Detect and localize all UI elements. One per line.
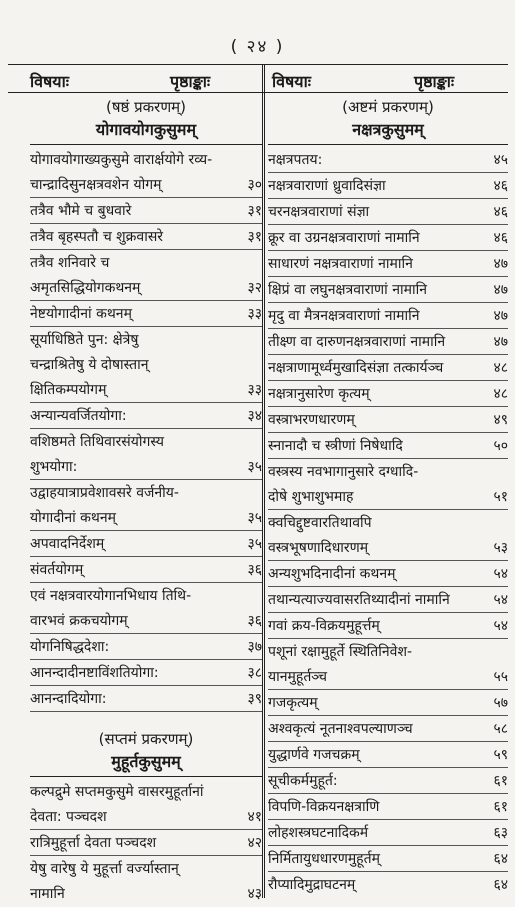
entry-title: तीक्ष्ण वा दारुणनक्षत्रवाराणां नामानि	[268, 334, 446, 350]
toc-entry	[268, 794, 508, 820]
entry-page: ४७	[493, 334, 508, 350]
left-entries-2	[30, 779, 262, 906]
section-title: मुहूर्तकुसुमम्	[30, 750, 262, 777]
entry-title: अपवादनिर्देशम्	[30, 536, 105, 552]
toc-entry	[30, 531, 262, 557]
toc-entry	[268, 407, 508, 433]
toc-entry	[30, 172, 262, 198]
entry-page: ५८	[493, 721, 508, 737]
entry-title: नक्षत्रानुसारेण कृत्यम्	[268, 386, 370, 402]
toc-entry	[30, 352, 262, 377]
entry-page: ३६	[247, 562, 262, 578]
entry-title: अन्यशुभदिनादीनां कथनम्	[268, 566, 396, 582]
entry-title: विपणि-विक्रयनक्षत्राणि	[268, 799, 380, 815]
entry-page: ४३	[247, 886, 262, 902]
left-entries-1	[30, 147, 262, 712]
entry-page: ५४	[493, 618, 508, 634]
entry-title: सूर्याधिष्ठिते पुन: क्षेत्रेषु	[30, 332, 139, 348]
entry-page: ५९	[493, 747, 508, 763]
entry-page: ३५	[247, 459, 262, 475]
entry-page: ४७	[493, 308, 508, 324]
entry-title: संवर्तयोगम्	[30, 562, 84, 578]
entry-page: ४७	[493, 282, 508, 298]
entry-title: आनन्दादियोगा:	[30, 691, 107, 707]
toc-entry	[30, 377, 262, 403]
entry-page: ४६	[493, 204, 508, 220]
toc-entry	[30, 480, 262, 505]
left-column	[30, 92, 262, 906]
toc-entry	[30, 583, 262, 608]
entry-title: चरनक्षत्रवाराणां संज्ञा	[268, 204, 370, 220]
entry-page: ३३	[247, 382, 262, 398]
toc-entry	[30, 250, 262, 275]
entry-title: येषु वारेषु ये मुहूर्त्ता वर्ज्यास्तान्	[30, 861, 179, 877]
toc-entry	[268, 742, 508, 768]
header-top-rule	[8, 64, 508, 65]
toc-entry	[30, 686, 262, 712]
entry-page: ३५	[247, 510, 262, 526]
entry-title: कल्पद्रुमे सप्तमकुसुमे वासरमुहूर्तानां	[30, 784, 204, 800]
section-label: (सप्तमं प्रकरणम्)	[98, 730, 194, 748]
entry-page: ५१	[493, 489, 508, 505]
entry-page: ३३	[247, 306, 262, 322]
left-page-header: पृष्ठाङ्काः	[170, 72, 211, 91]
entry-page: ४५	[493, 152, 508, 168]
left-subject-header: विषयाः	[30, 72, 69, 91]
toc-entry	[268, 147, 508, 173]
toc-entry	[268, 329, 508, 355]
entry-title: रौप्यादिमुद्राघटनम्	[268, 877, 356, 893]
toc-entry	[268, 199, 508, 225]
toc-entry	[268, 846, 508, 872]
entry-title: वस्त्रस्य नवभागानुसारे दग्धादि-	[268, 464, 419, 480]
entry-title: नक्षत्रपतय:	[268, 152, 323, 168]
toc-entry	[30, 830, 262, 856]
entry-title: योगादीनां कथनम्	[30, 510, 116, 526]
entry-title: नामानि	[30, 886, 65, 902]
right-entries	[268, 147, 508, 897]
toc-entry	[30, 660, 262, 686]
entry-title: अन्यान्यवर्जितयोगा:	[30, 408, 127, 424]
entry-page: ५०	[493, 438, 508, 454]
toc-entry	[30, 856, 262, 881]
entry-title: गवां क्रय-विक्रयमुहूर्त्तम्	[268, 618, 380, 634]
toc-entry	[268, 484, 508, 510]
entry-page: ३८	[247, 665, 262, 681]
toc-entry	[268, 716, 508, 742]
entry-title: क्षितिकम्पयोगम्	[30, 382, 107, 398]
entry-page: ४८	[493, 360, 508, 376]
toc-entry	[30, 327, 262, 352]
entry-page: ५४	[493, 592, 508, 608]
toc-entry	[268, 433, 508, 459]
toc-entry	[268, 768, 508, 794]
toc-entry	[268, 664, 508, 690]
entry-page: ३१	[247, 229, 262, 245]
column-divider	[262, 64, 265, 898]
entry-title: तत्रैव भौमे च बुधवारे	[30, 203, 132, 219]
entry-title: तथान्यत्याज्यवासरतिथ्यादीनां नामानि	[268, 592, 450, 608]
entry-page: ४१	[247, 809, 262, 825]
entry-title: वस्त्राभरणधारणम्	[268, 412, 355, 428]
entry-page: ६१	[493, 799, 508, 815]
entry-page: ४९	[493, 412, 508, 428]
toc-entry	[268, 820, 508, 846]
toc-entry	[30, 881, 262, 906]
entry-title: स्नानादौ च स्त्रीणां निषेधादि	[268, 438, 403, 454]
entry-page: ६४	[493, 851, 508, 867]
toc-entry	[30, 804, 262, 830]
entry-title: अमृतसिद्धियोगकथनम्	[30, 280, 141, 296]
entry-page: ३७	[247, 639, 262, 655]
entry-title: अश्वकृत्यं नूतनाश्वपल्याणञ्च	[268, 721, 413, 737]
entry-title: वस्त्रभूषणादिधारणम्	[268, 540, 369, 556]
entry-title: यानमुहूर्तञ्च	[268, 669, 328, 685]
entry-title: उद्वाहयात्राप्रवेशावसरे वर्जनीय-	[30, 485, 179, 501]
entry-title: क्रूर वा उग्रनक्षत्रवाराणां नामानि	[268, 230, 420, 246]
entry-page: ३९	[247, 691, 262, 707]
entry-title: दोषे शुभाशुभमाह	[268, 489, 354, 505]
toc-entry	[268, 225, 508, 251]
entry-title: योगनिषिद्धदेशा:	[30, 639, 110, 655]
entry-title: आनन्दादीनष्टाविंशतियोगा:	[30, 665, 159, 681]
entry-title: सूचीकर्ममुहूर्त:	[268, 773, 338, 789]
entry-title: तत्रैव शनिवारे च	[30, 255, 110, 271]
toc-entry	[268, 639, 508, 664]
right-subject-header: विषयाः	[272, 72, 311, 91]
right-column	[268, 92, 508, 897]
entry-title: देवता: पञ्चदश	[30, 809, 107, 825]
entry-title: पशूनां रक्षामुहूर्ते स्थितिनिवेश-	[268, 644, 413, 660]
entry-page: ४७	[493, 256, 508, 272]
entry-title: तत्रैव बृहस्पतौ च शुक्रवासरे	[30, 229, 164, 245]
toc-entry	[30, 147, 262, 172]
toc-entry	[268, 613, 508, 639]
toc-entry	[268, 872, 508, 897]
entry-page: ५३	[493, 540, 508, 556]
entry-title: वारभवं क्रकचयोगम्	[30, 613, 128, 629]
entry-page: ६४	[493, 877, 508, 893]
entry-page: ४८	[493, 386, 508, 402]
section-label: (अष्टमं प्रकरणम्)	[342, 98, 434, 116]
entry-page: ३५	[247, 536, 262, 552]
toc-entry	[268, 355, 508, 381]
section-title: नक्षत्रकुसुमम्	[268, 118, 508, 145]
entry-page: ५५	[493, 669, 508, 685]
right-page-header: पृष्ठाङ्काः	[414, 72, 455, 91]
entry-title: नेष्टयोगादीनां कथनम्	[30, 306, 132, 322]
entry-page: ४६	[493, 230, 508, 246]
entry-title: योगावयोगाख्यकुसुमे वारार्क्षयोगे रव्य-	[30, 152, 213, 168]
entry-title: क्षिप्रं वा लघुनक्षत्रवाराणां नामानि	[268, 282, 427, 298]
toc-entry	[268, 303, 508, 329]
entry-page: ३०	[247, 177, 262, 193]
entry-title: चान्द्रादिसुनक्षत्रवशेन योगम्	[30, 177, 162, 193]
toc-entry	[30, 224, 262, 250]
toc-entry	[268, 277, 508, 303]
entry-page: ५४	[493, 566, 508, 582]
section-label: (षष्ठं प्रकरणम्)	[106, 98, 186, 116]
toc-entry	[30, 301, 262, 327]
toc-entry	[268, 251, 508, 277]
entry-page: ५७	[493, 695, 508, 711]
entry-title: एवं नक्षत्रवारयोगानभिधाय तिथि-	[30, 588, 192, 604]
entry-title: मृदु वा मैत्रनक्षत्रवाराणां नामानि	[268, 308, 420, 324]
toc-entry	[268, 561, 508, 587]
entry-page: ३६	[247, 613, 262, 629]
toc-entry	[268, 510, 508, 535]
entry-page: ४६	[493, 178, 508, 194]
toc-entry	[30, 403, 262, 429]
entry-page: ३१	[247, 203, 262, 219]
toc-entry	[268, 459, 508, 484]
toc-entry	[30, 505, 262, 531]
entry-title: लोहशस्त्रघटनादिकर्म	[268, 825, 369, 841]
entry-page: ३२	[247, 280, 262, 296]
entry-title: युद्धार्णवे गजचक्रम्	[268, 747, 360, 763]
toc-entry	[268, 173, 508, 199]
entry-title: निर्मितायुधधारणमुहूर्तम्	[268, 851, 380, 867]
toc-entry	[30, 454, 262, 480]
entry-page: ४२	[247, 835, 262, 851]
section-title: योगावयोगकुसुमम्	[30, 118, 262, 145]
toc-entry	[30, 429, 262, 454]
entry-page: ३४	[247, 408, 262, 424]
entry-title: क्वचिद्दुष्टवारतिथावपि	[268, 515, 372, 531]
entry-title: साधारणं नक्षत्रवाराणां नामानि	[268, 256, 413, 272]
entry-title: गजकृत्यम्	[268, 695, 318, 711]
page-number: ( २४ )	[230, 37, 285, 57]
toc-entry	[30, 634, 262, 660]
entry-title: नक्षत्राणामूर्ध्वमुखादिसंज्ञा तत्कार्यञ्च	[268, 360, 444, 376]
entry-page: ६१	[493, 773, 508, 789]
entry-title: रात्रिमुहूर्त्ता देवता पञ्चदश	[30, 835, 157, 851]
toc-entry	[268, 587, 508, 613]
toc-entry	[268, 690, 508, 716]
toc-entry	[268, 535, 508, 561]
entry-title: चन्द्राश्रितेषु ये दोषास्तान्	[30, 357, 149, 373]
toc-entry	[30, 557, 262, 583]
toc-entry	[30, 779, 262, 804]
entry-page: ६३	[493, 825, 508, 841]
toc-entry	[268, 381, 508, 407]
toc-entry	[30, 608, 262, 634]
toc-entry	[30, 198, 262, 224]
entry-title: नक्षत्रवाराणां ध्रुवादिसंज्ञा	[268, 178, 386, 194]
entry-title: वशिष्ठमते तिथिवारसंयोगस्य	[30, 434, 164, 450]
entry-title: शुभयोगा:	[30, 459, 78, 475]
toc-entry	[30, 275, 262, 301]
